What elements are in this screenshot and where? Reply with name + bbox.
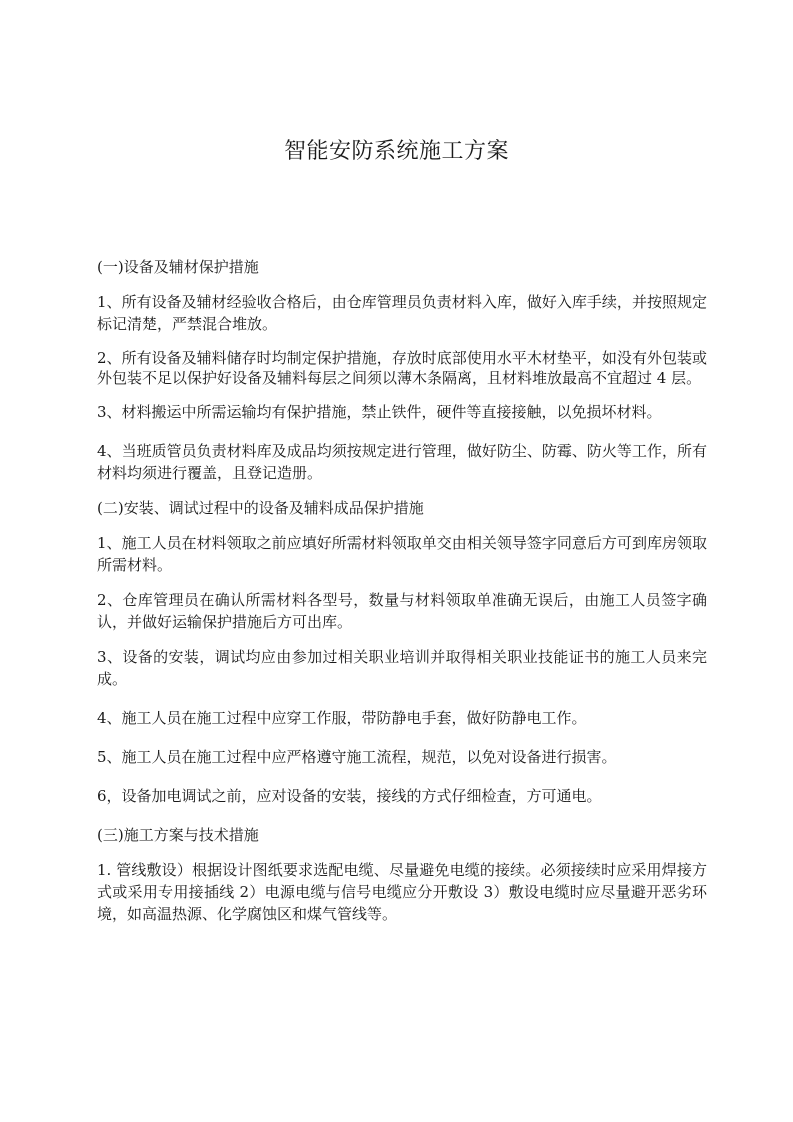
paragraph: 2、仓库管理员在确认所需材料各型号，数量与材料领取单准确无误后，由施工人员签字确认，并做好运输保护措施后方可出库。 bbox=[97, 591, 707, 631]
paragraph: 3、设备的安装，调试均应由参加过相关职业培训并取得相关职业技能证书的施工人员来完成。 bbox=[97, 648, 707, 688]
paragraph: 5、施工人员在施工过程中应严格遵守施工流程，规范，以免对设备进行损害。 bbox=[97, 748, 617, 766]
section-installation-protection bbox=[97, 497, 707, 807]
paragraph: 1、所有设备及辅材经验收合格后，由仓库管理员负责材料入库，做好入库手续，并按照规定标记清楚，严禁混合堆放。 bbox=[97, 293, 707, 333]
paragraph: 4、施工人员在施工过程中应穿工作服，带防静电手套，做好防静电工作。 bbox=[97, 709, 587, 727]
section-heading: (三)施工方案与技术措施 bbox=[97, 826, 259, 844]
paragraph: 2、所有设备及辅料储存时均制定保护措施，存放时底部使用水平木材垫平，如没有外包装或外包装不足以保护好设备及辅料每层之间须以薄木条隔离，且材料堆放最高不宜超过 4 层。 bbox=[97, 349, 707, 387]
section-equipment-protection bbox=[97, 256, 707, 484]
paragraph: 3、材料搬运中所需运输均有保护措施，禁止铁件，硬件等直接接触，以免损坏材料。 bbox=[97, 403, 662, 421]
section-heading: (一)设备及辅材保护措施 bbox=[97, 258, 259, 276]
paragraph: 6，设备加电调试之前，应对设备的安装，接线的方式仔细检查，方可通电。 bbox=[97, 787, 602, 805]
section-construction-plan bbox=[97, 824, 707, 925]
paragraph: 4、当班质管员负责材料库及成品均须按规定进行管理，做好防尘、防霉、防火等工作，所有材料均须进行覆盖，且登记造册。 bbox=[97, 442, 707, 482]
section-heading: (二)安装、调试过程中的设备及辅料成品保护措施 bbox=[97, 499, 424, 517]
paragraph: 1. 管线敷设）根据设计图纸要求选配电缆、尽量避免电缆的接续。必须接续时应采用焊接方式或采用专用接插线 2）电源电缆与信号电缆应分开敷设 3）敷设电缆时应尽量避开恶劣环境，如高温热源、化学腐蚀区和煤气管线等。 bbox=[97, 861, 707, 923]
paragraph: 1、施工人员在材料领取之前应填好所需材料领取单交由相关领导签字同意后方可到库房领取所需材料。 bbox=[97, 534, 707, 574]
document-title: 智能安防系统施工方案 bbox=[283, 139, 509, 164]
document-body bbox=[97, 256, 707, 938]
